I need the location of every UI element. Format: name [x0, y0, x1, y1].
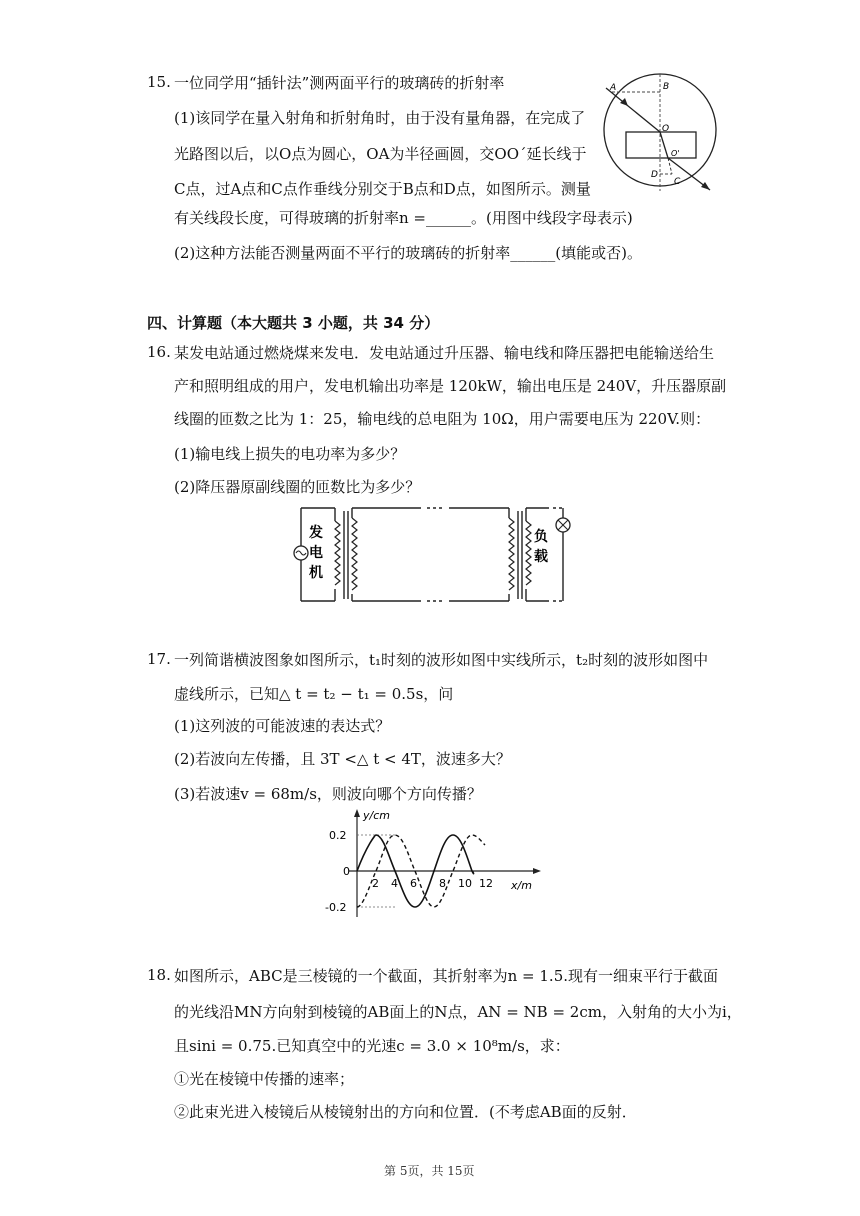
q15-part1-line2: 光路图以后，以O点为圆心，OA为半径画圆，交OO´延长线于 [174, 145, 587, 163]
q15-part1-line4: 有关线段长度，可得玻璃的折射率n =______。(用图中线段字母表示) [174, 209, 633, 227]
label-b: B [663, 82, 670, 92]
label-c: C [674, 177, 681, 187]
question-number-17: 17. [147, 650, 171, 668]
incident-arrow [620, 98, 628, 106]
q15-part1-line3: C点，过A点和C点作垂线分别交于B点和D点，如图所示。测量 [174, 180, 591, 198]
label-o-prime: O' [671, 149, 680, 158]
q16-sub1: (1)输电线上损失的电功率为多少？ [174, 445, 406, 463]
label-o: O [662, 124, 670, 134]
refracted-ray [660, 132, 668, 158]
y-tick-0: 0 [343, 865, 350, 878]
q16-line2: 产和照明组成的用户，发电机输出功率是 120kW，输出电压是 240V，升压器原副 [174, 377, 727, 395]
x-tick-4: 4 [391, 877, 398, 890]
label-d: D [651, 170, 658, 180]
q17-line1: 一列简谐横波图象如图所示，t₁时刻的波形如图中实线所示，t₂时刻的波形如图中 [174, 651, 709, 669]
q18-line3: 且sini = 0.75.已知真空中的光速c = 3.0 × 10⁸m/s，求： [174, 1037, 570, 1055]
q17-sub1: (1)这列波的可能波速的表达式？ [174, 717, 391, 735]
q15-part1-line1: (1)该同学在量入射角和折射角时，由于没有量角器，在完成了 [174, 109, 586, 127]
x-axis-label: x/m [511, 879, 532, 892]
step-down-primary-coil [509, 518, 514, 590]
generator-label-3: 机 [309, 565, 323, 581]
incident-ray [606, 88, 660, 132]
q17-sub3: (3)若波速v = 68m/s，则波向哪个方向传播？ [174, 785, 482, 803]
q18-line1: 如图所示，ABC是三棱镜的一个截面，其折射率为n = 1.5.现有一细束平行于截面 [174, 967, 719, 985]
transmission-circuit-diagram [287, 503, 573, 607]
y-axis-label: y/cm [363, 809, 390, 822]
q18-sub2: ②此束光进入棱镜后从棱镜射出的方向和位置．(不考虑AB面的反射． [174, 1103, 637, 1121]
x-tick-6: 6 [410, 877, 417, 890]
q16-sub2: (2)降压器原副线圈的匝数比为多少？ [174, 478, 421, 496]
y-tick-neg-0.2: -0.2 [325, 901, 347, 914]
q17-line2: 虚线所示，已知△ t = t₂ − t₁ = 0.5s，问 [174, 685, 454, 703]
x-tick-12: 12 [479, 877, 493, 890]
q16-line1: 某发电站通过燃烧煤来发电．发电站通过升压器、输电线和降压器把电能输送给生 [174, 344, 715, 362]
refraction-diagram [598, 66, 720, 201]
load-label-1: 负 [534, 529, 548, 545]
generator-label-2: 电 [309, 545, 323, 561]
generator-label-1: 发 [309, 525, 323, 541]
step-up-primary-coil [335, 521, 340, 585]
x-tick-10: 10 [458, 877, 472, 890]
x-tick-2: 2 [372, 877, 379, 890]
q15-part2: (2)这种方法能否测量两面不平行的玻璃砖的折射率______(填能或否)。 [174, 244, 642, 262]
load-label-2: 载 [534, 549, 548, 565]
section-heading: 四、计算题（本大题共 3 小题，共 34 分） [147, 314, 440, 332]
q18-line2: 的光线沿MN方向射到棱镜的AB面上的N点，AN = NB = 2cm，入射角的大小为i， [174, 1003, 742, 1021]
question-number-15: 15. [147, 73, 171, 91]
q16-line3: 线圈的匝数之比为 1：25，输电线的总电阻为 10Ω，用户需要电压为 220V.则： [174, 410, 711, 428]
q15-stem: 一位同学用“插针法”测两面平行的玻璃砖的折射率 [174, 74, 505, 92]
step-down-secondary-coil [526, 521, 531, 585]
page-footer: 第 5页，共 15页 [384, 1164, 475, 1178]
x-tick-8: 8 [439, 877, 446, 890]
wave-graph [315, 805, 545, 923]
label-a: A [610, 83, 617, 93]
q18-sub1: ①光在棱镜中传播的速率； [174, 1070, 355, 1088]
y-tick-0.2: 0.2 [329, 829, 347, 842]
step-up-secondary-coil [352, 518, 357, 590]
question-number-16: 16. [147, 343, 171, 361]
q17-sub2: (2)若波向左传播，且 3T <△ t < 4T，波速多大？ [174, 750, 511, 768]
question-number-18: 18. [147, 966, 171, 984]
emergent-arrow [701, 182, 710, 190]
